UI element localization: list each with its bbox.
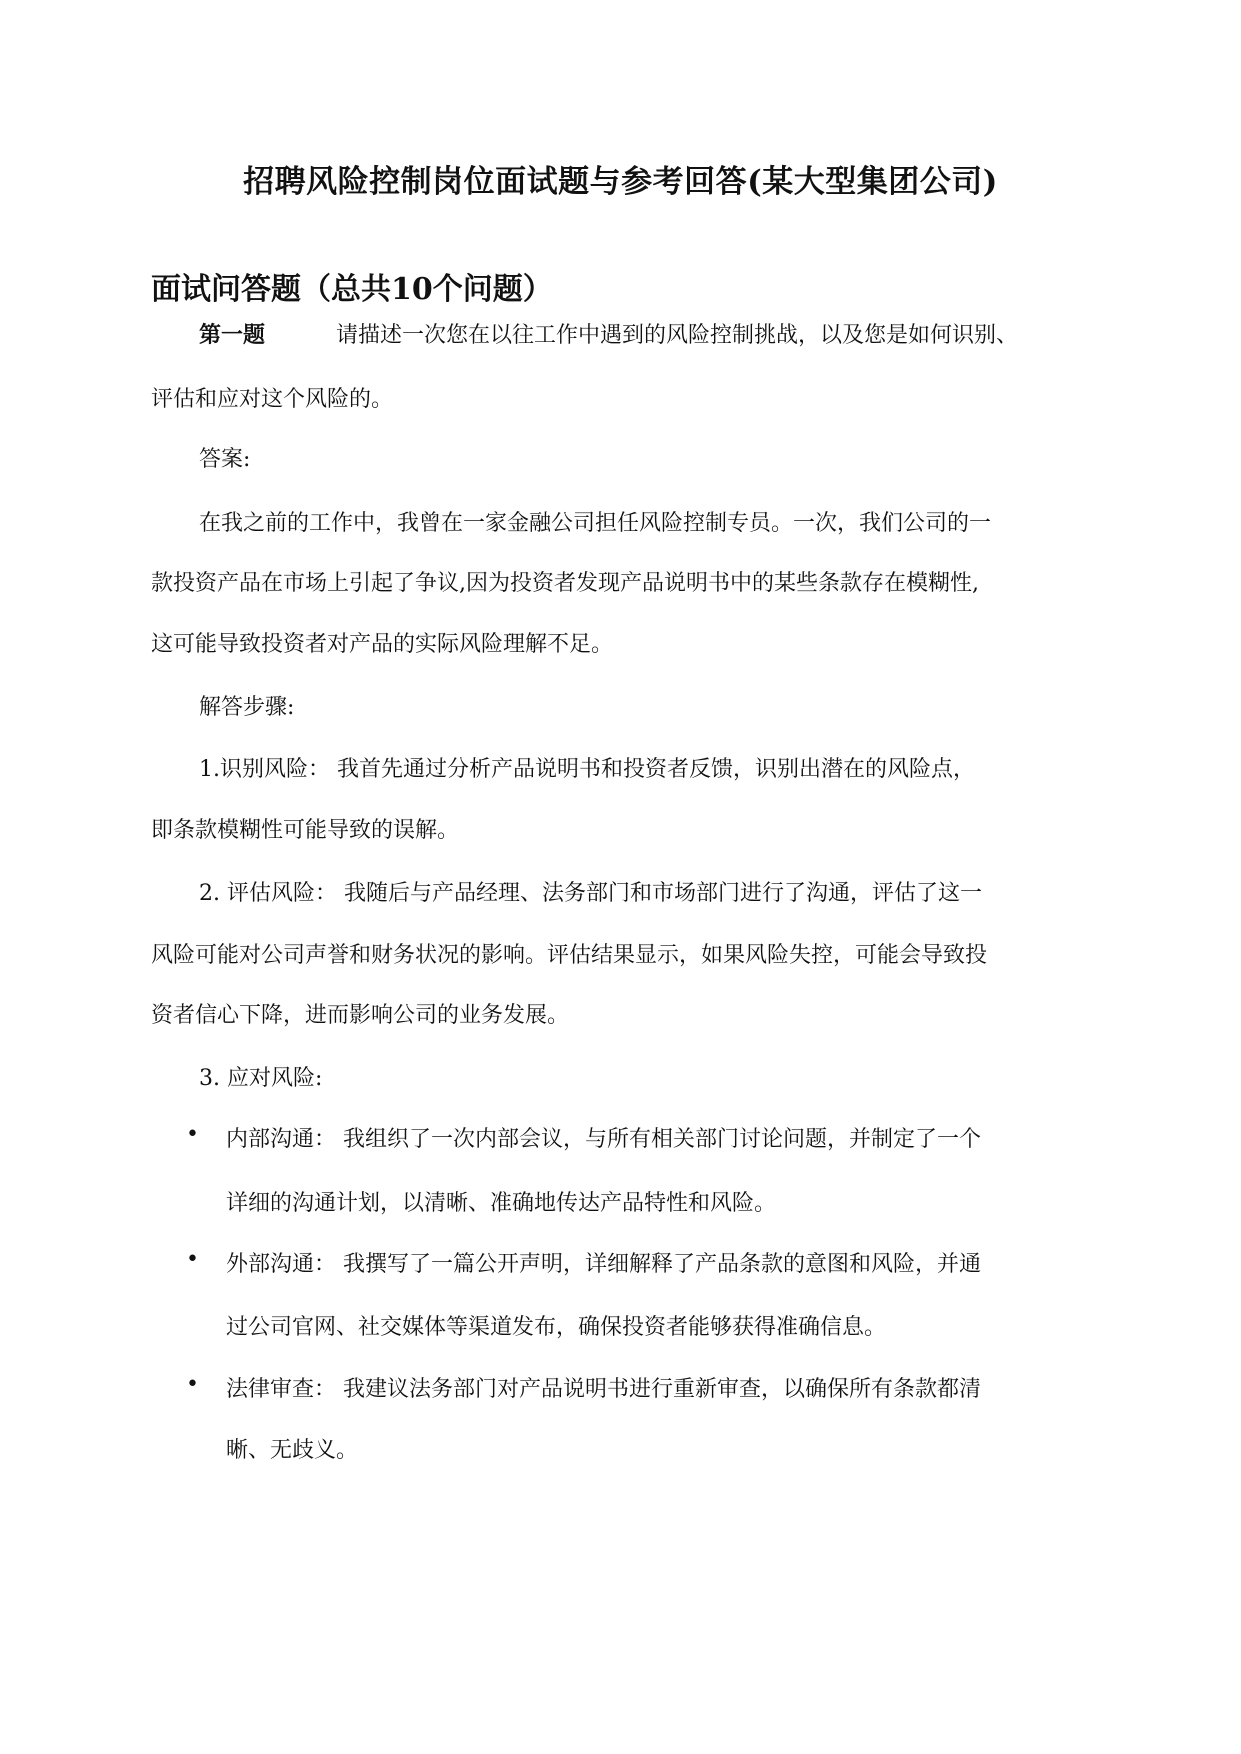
steps-label: 解答步骤: xyxy=(199,695,295,720)
bullet-dot: • xyxy=(186,1122,199,1147)
bullet-line: 详细的沟通计划，以清晰、准确地传达产品特性和风险。 xyxy=(226,1191,777,1216)
step-line: 2. 评估风险： 我随后与产品经理、法务部门和市场部门进行了沟通，评估了这一 xyxy=(199,881,982,906)
document-title: 招聘风险控制岗位面试题与参考回答(某大型集团公司) xyxy=(243,164,998,200)
answer-paragraph-line: 款投资产品在市场上引起了争议,因为投资者发现产品说明书中的某些条款存在模糊性, xyxy=(151,571,979,596)
question-text-line: 评估和应对这个风险的。 xyxy=(151,387,394,412)
bullet-dot: • xyxy=(186,1247,199,1272)
question-label: 第一题 xyxy=(199,322,266,348)
step-line: 风险可能对公司声誉和财务状况的影响。评估结果显示，如果风险失控，可能会导致投 xyxy=(151,943,988,968)
bullet-dot: • xyxy=(186,1372,199,1397)
answer-paragraph-line: 这可能导致投资者对产品的实际风险理解不足。 xyxy=(151,632,614,657)
bullet-line: 内部沟通： 我组织了一次内部会议，与所有相关部门讨论问题，并制定了一个 xyxy=(226,1127,981,1152)
step-line: 即条款模糊性可能导致的误解。 xyxy=(151,818,460,843)
step-line: 1.识别风险： 我首先通过分析产品说明书和投资者反馈，识别出潜在的风险点， xyxy=(199,757,975,782)
section-heading: 面试问答题（总共10个问题） xyxy=(151,272,553,307)
answer-label: 答案: xyxy=(199,447,251,472)
bullet-line: 法律审查： 我建议法务部门对产品说明书进行重新审查，以确保所有条款都清 xyxy=(226,1377,981,1402)
bullet-line: 晰、无歧义。 xyxy=(226,1438,359,1463)
step-line: 3. 应对风险: xyxy=(199,1066,323,1091)
answer-paragraph-line: 在我之前的工作中，我曾在一家金融公司担任风险控制专员。一次，我们公司的一 xyxy=(199,511,992,536)
question-text-line: 请描述一次您在以往工作中遇到的风险控制挑战，以及您是如何识别、 xyxy=(336,323,1019,348)
step-line: 资者信心下降，进而影响公司的业务发展。 xyxy=(151,1003,570,1028)
bullet-line: 过公司官网、社交媒体等渠道发布，确保投资者能够获得准确信息。 xyxy=(226,1315,887,1340)
bullet-line: 外部沟通： 我撰写了一篇公开声明，详细解释了产品条款的意图和风险，并通 xyxy=(226,1252,981,1277)
